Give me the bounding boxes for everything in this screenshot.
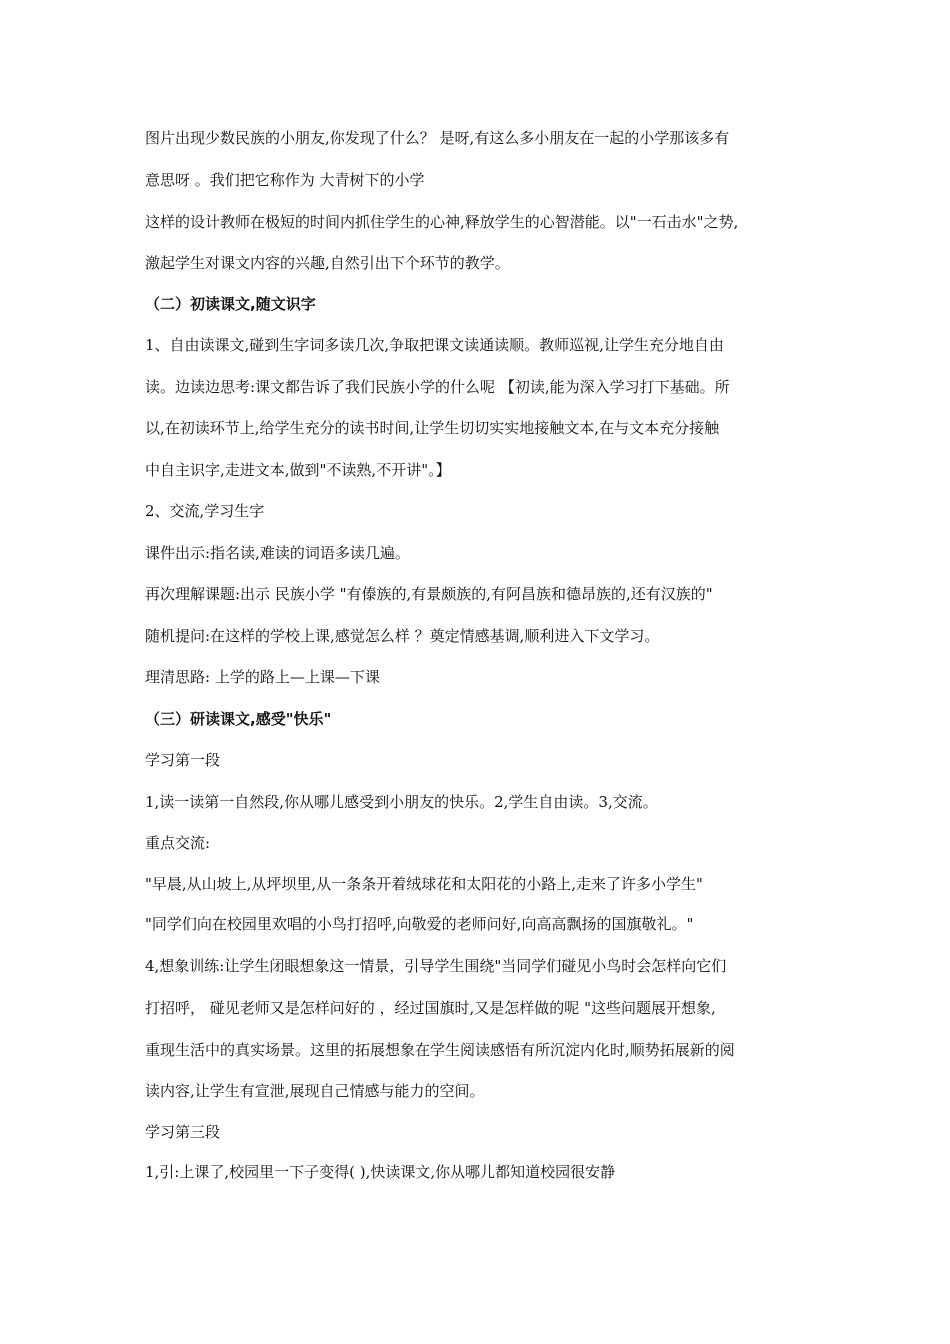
paragraph-line: 2、交流,学习生字 (145, 502, 265, 520)
section-heading: （三）研读课文,感受"快乐" (145, 710, 332, 728)
paragraph-line: 以,在初读环节上,给学生充分的读书时间,让学生切切实实地接触文本,在与文本充分接触 (145, 419, 720, 437)
paragraph-line: 读。边读边思考:课文都告诉了我们民族小学的什么呢 【初读,能为深入学习打下基础。所 (145, 378, 730, 396)
paragraph-line: 4,想象训练:让学生闭眼想象这一情景，引导学生围绕"当同学们碰见小鸟时会怎样向它们 (145, 957, 727, 975)
paragraph-line: 1、自由读课文,碰到生字词多读几次,争取把课文读通读顺。教师巡视,让学生充分地自由 (145, 336, 724, 354)
paragraph-line: 中自主识字,走进文本,做到"不读熟,不开讲"。】 (145, 461, 451, 479)
paragraph-line: 理清思路: 上学的路上—上课—下课 (145, 668, 380, 686)
paragraph-line: 学习第一段 (145, 751, 221, 769)
quote-line: "同学们向在校园里欢唱的小鸟打招呼,向敬爱的老师问好,向高高飘扬的国旗敬礼。" (145, 915, 694, 933)
paragraph-line: 读内容,让学生有宣泄,展现自己情感与能力的空间。 (145, 1082, 485, 1100)
paragraph-line: 重现生活中的真实场景。这里的拓展想象在学生阅读感悟有所沉淀内化时,顺势拓展新的阅 (145, 1041, 735, 1059)
paragraph-line: 激起学生对课文内容的兴趣,自然引出下个环节的教学。 (145, 254, 510, 272)
paragraph-line: 打招呼， 碰见老师又是怎样问好的 ，经过国旗时,又是怎样做的呢 "这些问题展开想象, (145, 999, 716, 1017)
section-heading: （二）初读课文,随文识字 (145, 295, 316, 313)
paragraph-line: 这样的设计教师在极短的时间内抓住学生的心神,释放学生的心智潜能。以"一石击水"之势, (145, 213, 739, 231)
quote-line: "早晨,从山坡上,从坪坝里,从一条条开着绒球花和太阳花的小路上,走来了许多小学生" (145, 875, 703, 893)
paragraph-line: 再次理解课题:出示 民族小学 "有傣族的,有景颇族的,有阿昌族和德昂族的,还有汉族的" (145, 585, 713, 603)
paragraph-line: 1,引:上课了,校园里一下子变得( ),快读课文,你从哪儿都知道校园很安静 (145, 1163, 616, 1181)
paragraph-line: 图片出现少数民族的小朋友,你发现了什么？ 是呀,有这么多小朋友在一起的小学那该多有 (145, 129, 730, 147)
paragraph-line: 意思呀 。我们把它称作为 大青树下的小学 (145, 171, 425, 189)
paragraph-line: 1,读一读第一自然段,你从哪儿感受到小朋友的快乐。2,学生自由读。3,交流。 (145, 793, 658, 811)
paragraph-line: 随机提问:在这样的学校上课,感觉怎么样 ？奠定情感基调,顺利进入下文学习。 (145, 627, 660, 645)
paragraph-line: 学习第三段 (145, 1123, 221, 1141)
paragraph-line: 重点交流: (145, 834, 211, 852)
paragraph-line: 课件出示:指名读,难读的词语多读几遍。 (145, 544, 410, 562)
